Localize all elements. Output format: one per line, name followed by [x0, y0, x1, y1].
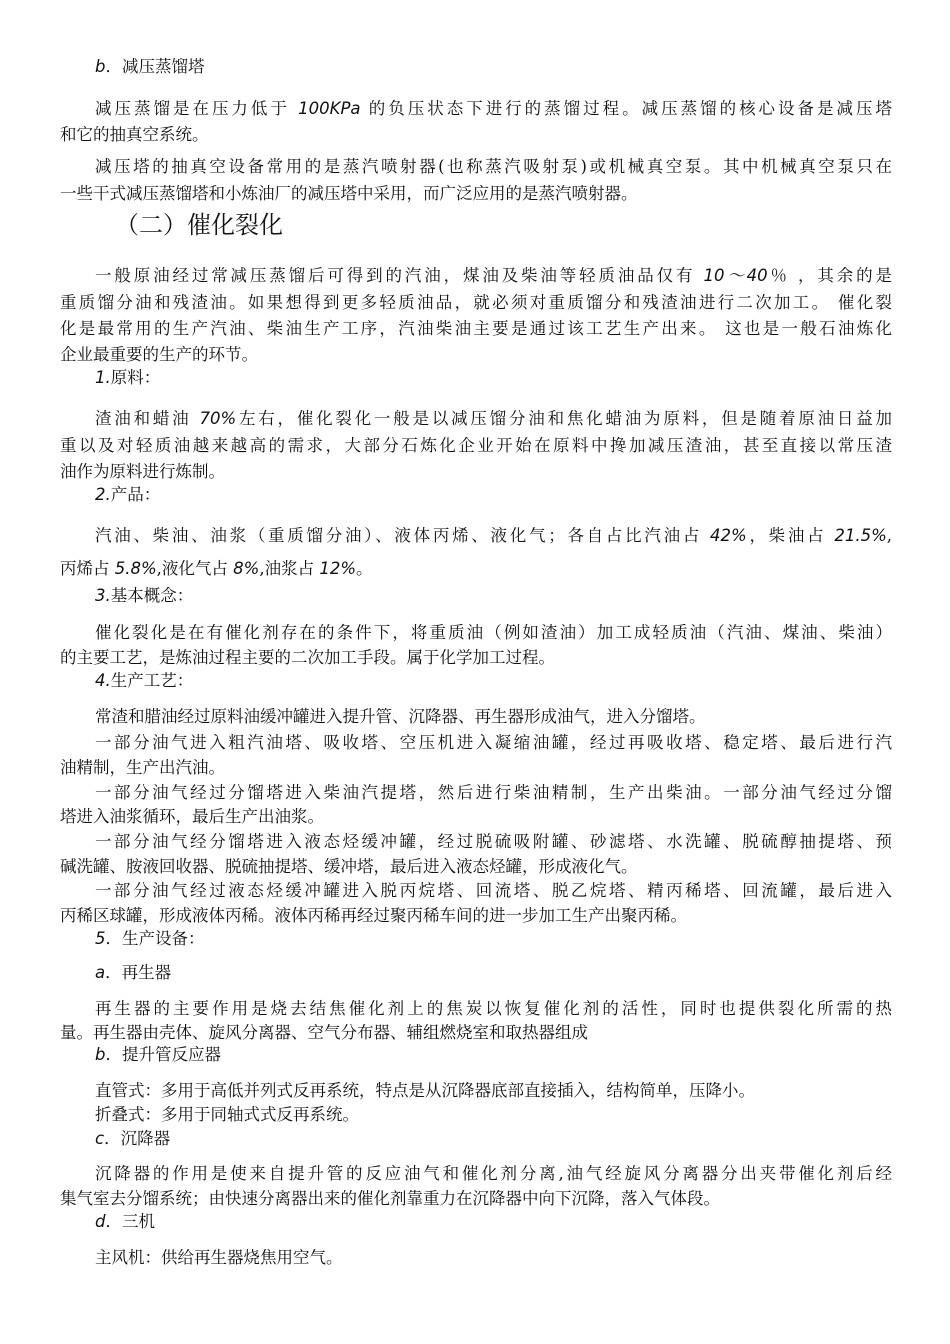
latin-text: 3.: [95, 586, 111, 605]
text-line: 塔进入油浆循环，最后生产出油浆。: [60, 807, 324, 826]
text-line: c．沉降器: [95, 1129, 171, 1148]
latin-text: b: [95, 1045, 106, 1064]
text-line: 油作为原料进行炼制。: [60, 462, 225, 481]
latin-text: 8%: [233, 559, 260, 578]
text-line: 2.产品：: [95, 485, 161, 504]
latin-text: 100KPa: [298, 99, 361, 118]
text-line: 再生器的主要作用是烧去结焦催化剂上的焦炭以恢复催化剂的活性，同时也提供裂化所需的热: [95, 999, 892, 1018]
text-line: 主风机：供给再生器烧焦用空气。: [95, 1248, 343, 1267]
latin-text: 12%: [319, 559, 357, 578]
latin-text: 4.: [95, 671, 111, 690]
text-line: 油精制，生产出汽油。: [60, 758, 225, 777]
latin-text: 5.8%: [114, 559, 157, 578]
text-line: 直管式：多用于高低并列式反再系统，特点是从沉降器底部直接插入，结构简单，压降小。: [95, 1081, 755, 1100]
text-line: 一些干式减压蒸馏塔和小炼油厂的减压塔中采用，而广泛应用的是蒸汽喷射器。: [60, 184, 638, 203]
text-line: 一部分油气经过液态烃缓冲罐进入脱丙烷塔、回流塔、脱乙烷塔、精丙稀塔、回流罐，最后进入: [95, 881, 892, 900]
latin-text: 1.: [95, 368, 111, 387]
text-line: 丙稀区球罐，形成液体丙稀。液体丙稀再经过聚丙稀车间的进一步加工生产出聚丙稀。: [60, 906, 687, 925]
latin-text: 2.: [95, 485, 111, 504]
text-line: 企业最重要的生产的环节。: [60, 345, 258, 364]
text-line: 化是最常用的生产汽油、柴油生产工序，汽油柴油主要是通过该工艺生产出来。 这也是一般石油炼化: [60, 319, 892, 338]
text-line: 碱洗罐、胺液回收器、脱硫抽提塔、缓冲塔，最后进入液态烃罐，形成液化气。: [60, 857, 638, 876]
text-line: 集气室去分馏系统；由快速分离器出来的催化剂靠重力在沉降器中向下沉降，落入气体段。: [60, 1189, 720, 1208]
text-line: 汽油、柴油、油浆（重质馏分油）、液体丙烯、液化气；各自占比汽油占 42%，柴油占 21.5%,: [95, 526, 893, 545]
text-line: 的主要工艺，是炼油过程主要的二次加工手段。属于化学加工过程。: [60, 648, 555, 667]
text-line: 渣油和蜡油 70%左右，催化裂化一般是以减压馏分油和焦化蜡油为原料，但是随着原油日益加: [95, 409, 892, 428]
latin-text: a: [95, 963, 106, 982]
text-line: 和它的抽真空系统。: [60, 125, 209, 144]
latin-text: 70%: [199, 409, 237, 428]
text-line: 沉降器的作用是使来自提升管的反应油气和催化剂分离,油气经旋风分离器分出夹带催化剂后经: [95, 1164, 892, 1183]
text-line: 一部分油气经过分馏塔进入柴油汽提塔，然后进行柴油精制，生产出柴油。一部分油气经过分馏: [95, 783, 892, 802]
text-line: 减压蒸馏是在压力低于 100KPa 的负压状态下进行的蒸馏过程。减压蒸馏的核心设备是减压塔: [95, 99, 892, 118]
text-line: 量。再生器由壳体、旋风分离器、空气分布器、辅组燃烧室和取热器组成: [60, 1023, 588, 1042]
section-heading: （二）催化裂化: [115, 211, 283, 239]
latin-text: 42%: [710, 526, 747, 545]
text-line: 丙烯占 5.8%,液化气占 8%,油浆占 12%。: [60, 559, 373, 578]
text-line: 重以及对轻质油越来越高的需求，大部分石炼化企业开始在原料中搀加减压渣油，甚至直接以常压渣: [60, 436, 892, 455]
latin-text: 5: [95, 929, 106, 948]
text-line: 一般原油经过常减压蒸馏后可得到的汽油，煤油及柴油等轻质油品仅有 10～40％ ，其余的是: [95, 266, 892, 285]
text-line: 4.生产工艺：: [95, 671, 194, 690]
text-line: 3.基本概念：: [95, 586, 194, 605]
latin-text: 21.5%: [834, 526, 887, 545]
text-line: 折叠式：多用于同轴式式反再系统。: [95, 1105, 359, 1124]
text-line: b．减压蒸馏塔: [95, 57, 205, 76]
text-line: 一部分油气经分馏塔进入液态烃缓冲罐，经过脱硫吸附罐、砂滤塔、水洗罐、脱硫醇抽提塔、预: [95, 832, 892, 851]
latin-text: 10～40: [703, 266, 768, 285]
text-line: 催化裂化是在有催化剂存在的条件下，将重质油（例如渣油）加工成轻质油（汽油、煤油、柴油）: [95, 623, 892, 642]
latin-text: c: [95, 1129, 105, 1148]
text-line: 5．生产设备：: [95, 929, 205, 948]
text-line: 一部分油气进入粗汽油塔、吸收塔、空压机进入凝缩油罐，经过再吸收塔、稳定塔、最后进行汽: [95, 733, 892, 752]
text-line: 1.原料：: [95, 368, 161, 387]
text-line: 重质馏分油和残渣油。如果想得到更多轻质油品，就必须对重质馏分和残渣油进行二次加工。 催化裂: [60, 293, 892, 312]
text-line: a．再生器: [95, 963, 172, 982]
text-line: 减压塔的抽真空设备常用的是蒸汽喷射器(也称蒸汽吸射泵)或机械真空泵。其中机械真空泵只在: [95, 157, 892, 176]
text-line: 常渣和腊油经过原料油缓冲罐进入提升管、沉降器、再生器形成油气，进入分馏塔。: [95, 707, 706, 726]
latin-text: b: [95, 57, 106, 76]
text-line: d．三机: [95, 1212, 155, 1231]
latin-text: d: [95, 1212, 106, 1231]
text-line: b．提升管反应器: [95, 1045, 221, 1064]
